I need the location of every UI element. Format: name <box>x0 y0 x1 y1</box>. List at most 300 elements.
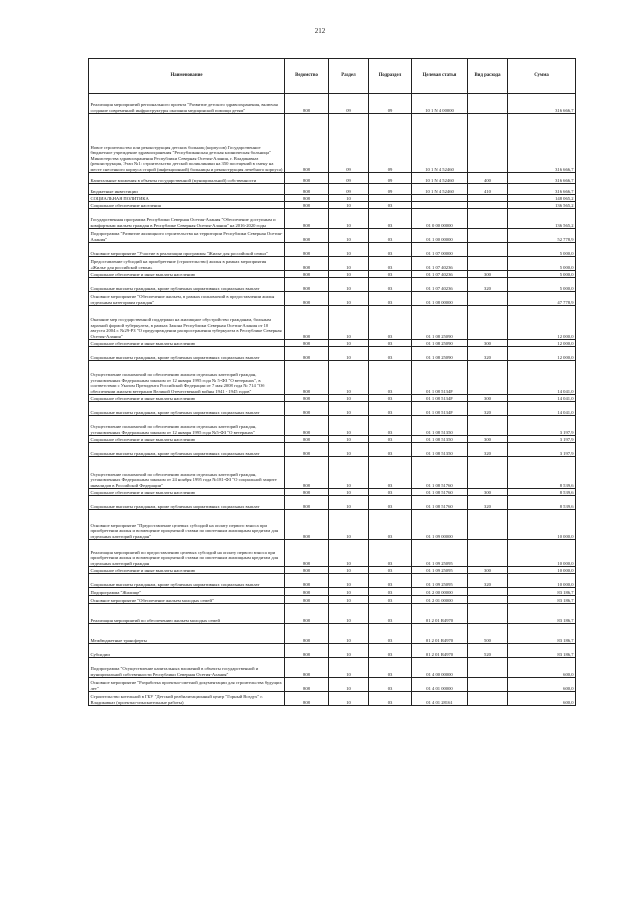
cell-podr: 03 <box>369 678 412 692</box>
cell-vid <box>468 243 508 257</box>
cell-name: Социальное обеспечение и иные выплаты населению <box>89 395 285 402</box>
cell-vid <box>468 209 508 229</box>
cell-sum: 83 186,7 <box>508 596 576 604</box>
table-row <box>89 195 576 202</box>
cell-podr: 03 <box>369 361 412 395</box>
cell-vid: 300 <box>468 436 508 443</box>
cell-vid <box>468 678 508 692</box>
cell-vid <box>468 596 508 604</box>
cell-vid: 320 <box>468 402 508 416</box>
cell-sum: 47 778,9 <box>508 292 576 306</box>
table-row <box>89 271 576 278</box>
table-row <box>89 678 576 692</box>
table-row <box>89 209 576 229</box>
table-row <box>89 496 576 510</box>
cell-ved: 808 <box>285 173 329 184</box>
cell-sum: 148 065,2 <box>508 195 576 202</box>
cell-vid <box>468 658 508 678</box>
cell-name: Капитальные вложения в объекты государственной (муниципальной) собственности <box>89 173 285 184</box>
table-row <box>89 489 576 496</box>
cell-name: Реализация мероприятий по обеспечению жильем молодых семей <box>89 604 285 624</box>
table-row <box>89 94 576 114</box>
cell-sum: 10 000,0 <box>508 567 576 574</box>
cell-vid: 300 <box>468 271 508 278</box>
cell-name: Строительство котельной в ГБУ "Детский реабилитационный центр "Горный Воздух" г. Владикавказ (проектно-изыскательные работы) <box>89 692 285 706</box>
cell-vid <box>468 306 508 340</box>
cell-cel: 10 1 N 4 52460 <box>412 173 468 184</box>
cell-name: Подпрограмма "Осуществление капитальных вложений в объекты государственной и муниципальной собственности Республики Северная Осетия-Алания" <box>89 658 285 678</box>
cell-razd: 10 <box>329 443 369 457</box>
cell-vid <box>468 292 508 306</box>
cell-cel: 01 1 09 25095 <box>412 540 468 567</box>
table-header-row <box>89 59 576 94</box>
header-department: Ведомство <box>285 59 329 94</box>
cell-ved: 808 <box>285 457 329 489</box>
cell-name: Социальные выплаты гражданам, кроме публичных нормативных социальных выплат <box>89 402 285 416</box>
cell-razd: 10 <box>329 644 369 658</box>
cell-sum: 83 186,7 <box>508 588 576 596</box>
cell-ved: 808 <box>285 658 329 678</box>
cell-razd: 10 <box>329 271 369 278</box>
header-name: Наименование <box>89 59 285 94</box>
cell-cel: 01 1 08 00000 <box>412 292 468 306</box>
cell-name: Социальное обеспечение населения <box>89 202 285 209</box>
cell-sum: 136 565,2 <box>508 209 576 229</box>
cell-name: Межбюджетные трансферты <box>89 624 285 644</box>
cell-razd: 10 <box>329 278 369 292</box>
table-row <box>89 540 576 567</box>
cell-sum: 83 186,7 <box>508 624 576 644</box>
cell-ved: 808 <box>285 574 329 588</box>
cell-podr: 03 <box>369 347 412 361</box>
cell-razd: 10 <box>329 209 369 229</box>
cell-vid: 520 <box>468 644 508 658</box>
cell-vid: 320 <box>468 443 508 457</box>
cell-name: Подпрограмма "Развитие жилищного строительства на территории Республики Северная Осетия-Алания" <box>89 229 285 243</box>
cell-podr: 03 <box>369 644 412 658</box>
cell-ved: 808 <box>285 624 329 644</box>
cell-sum: 5 000,0 <box>508 243 576 257</box>
cell-cel: 01 1 07 40236 <box>412 278 468 292</box>
cell-ved: 808 <box>285 395 329 402</box>
cell-cel: 01 1 09 00000 <box>412 510 468 540</box>
cell-razd: 10 <box>329 489 369 496</box>
cell-razd: 10 <box>329 496 369 510</box>
cell-podr: 03 <box>369 510 412 540</box>
cell-cel: 01 1 08 5134F <box>412 402 468 416</box>
cell-sum: 316 666,7 <box>508 114 576 173</box>
cell-sum: 14 041,0 <box>508 402 576 416</box>
header-subsection: Подраздел <box>369 59 412 94</box>
cell-ved: 808 <box>285 195 329 202</box>
table-row <box>89 257 576 271</box>
cell-podr: 03 <box>369 229 412 243</box>
cell-vid: 300 <box>468 489 508 496</box>
cell-razd: 10 <box>329 588 369 596</box>
cell-vid <box>468 195 508 202</box>
cell-vid <box>468 510 508 540</box>
cell-razd: 10 <box>329 624 369 644</box>
cell-ved: 808 <box>285 209 329 229</box>
cell-cel: 01 1 08 51350 <box>412 436 468 443</box>
cell-ved: 808 <box>285 229 329 243</box>
cell-ved: 808 <box>285 340 329 347</box>
cell-ved: 808 <box>285 510 329 540</box>
cell-sum: 600,0 <box>508 658 576 678</box>
cell-cel: 01 1 00 00000 <box>412 229 468 243</box>
cell-name: Основное мероприятие "Обеспечение жильем молодых семей" <box>89 596 285 604</box>
cell-vid <box>468 229 508 243</box>
cell-razd: 10 <box>329 292 369 306</box>
cell-vid <box>468 361 508 395</box>
table-row <box>89 596 576 604</box>
table-row <box>89 604 576 624</box>
cell-sum: 316 666,7 <box>508 173 576 184</box>
cell-razd: 10 <box>329 416 369 436</box>
cell-podr: 03 <box>369 209 412 229</box>
cell-sum: 3 197,9 <box>508 443 576 457</box>
cell-podr: 09 <box>369 114 412 173</box>
cell-vid: 320 <box>468 496 508 510</box>
cell-name: Социальные выплаты гражданам, кроме публичных нормативных социальных выплат <box>89 443 285 457</box>
cell-name: Социальное обеспечение и иные выплаты населению <box>89 489 285 496</box>
cell-podr: 03 <box>369 306 412 340</box>
cell-cel: 01 1 09 25095 <box>412 574 468 588</box>
cell-podr: 03 <box>369 402 412 416</box>
cell-vid: 320 <box>468 347 508 361</box>
cell-ved: 808 <box>285 692 329 706</box>
header-section: Раздел <box>329 59 369 94</box>
cell-razd: 10 <box>329 361 369 395</box>
cell-sum: 600,0 <box>508 692 576 706</box>
table-row <box>89 416 576 436</box>
cell-ved: 808 <box>285 416 329 436</box>
cell-razd: 10 <box>329 257 369 271</box>
cell-podr: 03 <box>369 416 412 436</box>
cell-ved: 808 <box>285 596 329 604</box>
cell-razd: 10 <box>329 436 369 443</box>
cell-vid: 320 <box>468 278 508 292</box>
cell-razd: 10 <box>329 574 369 588</box>
table-row <box>89 114 576 173</box>
cell-sum: 5 000,0 <box>508 271 576 278</box>
cell-name: Социальное обеспечение и иные выплаты населению <box>89 567 285 574</box>
cell-ved: 808 <box>285 114 329 173</box>
cell-ved: 808 <box>285 257 329 271</box>
cell-cel: 01 2 01 R4970 <box>412 624 468 644</box>
cell-podr: 03 <box>369 278 412 292</box>
cell-ved: 808 <box>285 202 329 209</box>
cell-razd: 10 <box>329 567 369 574</box>
cell-sum: 14 041,0 <box>508 361 576 395</box>
cell-podr: 03 <box>369 292 412 306</box>
cell-vid <box>468 416 508 436</box>
cell-vid: 300 <box>468 395 508 402</box>
table-row <box>89 229 576 243</box>
cell-sum: 12 000,0 <box>508 340 576 347</box>
cell-name: Основное мероприятие "Разработка проектно-сметной документации для строительства будущих лет" <box>89 678 285 692</box>
cell-razd: 10 <box>329 658 369 678</box>
cell-sum: 136 565,2 <box>508 202 576 209</box>
cell-vid <box>468 540 508 567</box>
cell-cel: 01 4 00 00000 <box>412 658 468 678</box>
cell-razd: 10 <box>329 195 369 202</box>
table-row <box>89 202 576 209</box>
cell-podr: 03 <box>369 604 412 624</box>
cell-name: Новое строительство или реконструкция детских больниц (корпусов) Государственное бюджетное учреждение здравоохранения "Республиканская детская клиническая больница" Министерства здравоохранения Республики Северная Осетия-Алания, г. Владикавказ (реконструкция, Этап №1: строительство детской поликлиники на 350 посещений в смену на месте снесенного корпуса старой (инфекционной) больницы и реконструкция лечебного корпуса) <box>89 114 285 173</box>
table-row <box>89 692 576 706</box>
cell-sum: 3 197,9 <box>508 436 576 443</box>
cell-podr <box>369 195 412 202</box>
page-number: 212 <box>314 27 326 35</box>
cell-ved: 808 <box>285 306 329 340</box>
cell-podr: 03 <box>369 202 412 209</box>
cell-name: Подпрограмма "Жилище" <box>89 588 285 596</box>
cell-razd: 10 <box>329 395 369 402</box>
cell-ved: 808 <box>285 588 329 596</box>
cell-name: Осуществление полномочий по обеспечению жильем отдельных категорий граждан, установленных Федеральным законом от 12 января 1995 года № 5-ФЗ "О ветеранах", в соответствии с Указом Президента Российской Федерации от 7 мая 2008 года № 714 "Об обеспечении жильем ветеранов Великой Отечественной войны 1941 - 1945 годов" <box>89 361 285 395</box>
cell-podr: 03 <box>369 658 412 678</box>
cell-vid <box>468 604 508 624</box>
cell-vid: 320 <box>468 574 508 588</box>
cell-razd: 10 <box>329 202 369 209</box>
cell-podr: 09 <box>369 173 412 184</box>
cell-podr: 03 <box>369 257 412 271</box>
cell-cel: 01 1 08 25090 <box>412 340 468 347</box>
table-row <box>89 658 576 678</box>
table-row <box>89 644 576 658</box>
header-expense-type: Вид расхода <box>468 59 508 94</box>
table-row <box>89 567 576 574</box>
cell-sum: 10 000,0 <box>508 574 576 588</box>
cell-ved: 808 <box>285 678 329 692</box>
cell-ved: 808 <box>285 271 329 278</box>
cell-cel <box>412 202 468 209</box>
cell-razd: 09 <box>329 173 369 184</box>
cell-cel <box>412 195 468 202</box>
cell-ved: 808 <box>285 540 329 567</box>
table-row <box>89 443 576 457</box>
table-row <box>89 173 576 184</box>
cell-razd: 10 <box>329 243 369 257</box>
cell-podr: 03 <box>369 588 412 596</box>
cell-name: Социальные выплаты гражданам, кроме публичных нормативных социальных выплат <box>89 278 285 292</box>
cell-podr: 03 <box>369 496 412 510</box>
table-row <box>89 243 576 257</box>
cell-sum: 10 000,0 <box>508 510 576 540</box>
cell-name: Основное мероприятие "Предоставление целевых субсидий на оплату первого взноса при приобретении жилья и возмещение процентной ставки по ипотечным жилищным кредитам для отдельных категорий граждан" <box>89 510 285 540</box>
cell-ved: 808 <box>285 443 329 457</box>
cell-cel: 01 1 07 40236 <box>412 257 468 271</box>
cell-cel: 10 1 N 4 52460 <box>412 114 468 173</box>
cell-name: Осуществление полномочий по обеспечению жильем отдельных категорий граждан, установленных Федеральным законом от 12 января 1995 года №5-ФЗ "О ветеранах" <box>89 416 285 436</box>
table-row <box>89 278 576 292</box>
cell-podr: 03 <box>369 271 412 278</box>
cell-podr: 03 <box>369 457 412 489</box>
cell-razd: 10 <box>329 604 369 624</box>
cell-sum: 316 666,7 <box>508 184 576 195</box>
cell-name: Реализация мероприятий по предоставлению целевых субсидий на оплату первого взноса при приобретении жилья и возмещение процентной ставки по ипотечным жилищным кредитам для отдельных категорий граждан <box>89 540 285 567</box>
cell-name: СОЦИАЛЬНАЯ ПОЛИТИКА <box>89 195 285 202</box>
cell-sum: 52 778,9 <box>508 229 576 243</box>
cell-sum: 83 186,7 <box>508 604 576 624</box>
cell-cel: 01 1 08 5134F <box>412 395 468 402</box>
cell-vid <box>468 94 508 114</box>
header-amount: Сумма <box>508 59 576 94</box>
cell-ved: 808 <box>285 489 329 496</box>
cell-razd: 10 <box>329 402 369 416</box>
cell-cel: 01 1 08 51760 <box>412 457 468 489</box>
cell-ved: 808 <box>285 278 329 292</box>
cell-podr: 03 <box>369 436 412 443</box>
cell-podr: 09 <box>369 184 412 195</box>
table-row <box>89 306 576 340</box>
cell-vid <box>468 692 508 706</box>
cell-ved: 808 <box>285 184 329 195</box>
cell-cel: 01 1 09 25095 <box>412 567 468 574</box>
cell-vid <box>468 114 508 173</box>
cell-sum: 12 000,0 <box>508 347 576 361</box>
cell-name: Субсидии <box>89 644 285 658</box>
cell-podr: 03 <box>369 567 412 574</box>
cell-ved: 808 <box>285 604 329 624</box>
header-target-item: Целевая статья <box>412 59 468 94</box>
cell-cel: 01 1 08 51350 <box>412 416 468 436</box>
cell-name: Социальное обеспечение и иные выплаты населению <box>89 436 285 443</box>
cell-ved: 808 <box>285 567 329 574</box>
table-row <box>89 361 576 395</box>
cell-cel: 01 0 00 00000 <box>412 209 468 229</box>
cell-name: Социальные выплаты гражданам, кроме публичных нормативных социальных выплат <box>89 574 285 588</box>
cell-cel: 01 1 08 5134F <box>412 361 468 395</box>
cell-razd: 10 <box>329 510 369 540</box>
table-row <box>89 457 576 489</box>
cell-podr: 03 <box>369 443 412 457</box>
cell-name: Социальные выплаты гражданам, кроме публичных нормативных социальных выплат <box>89 347 285 361</box>
cell-cel: 01 1 08 25090 <box>412 306 468 340</box>
cell-podr: 03 <box>369 540 412 567</box>
cell-name: Реализация мероприятий регионального проекта "Развитие детского здравоохранения, включая создание современной инфраструктуры оказания медицинской помощи детям" <box>89 94 285 114</box>
cell-cel: 01 4 01 00000 <box>412 678 468 692</box>
cell-razd: 10 <box>329 540 369 567</box>
cell-ved: 808 <box>285 292 329 306</box>
cell-vid: 400 <box>468 173 508 184</box>
cell-ved: 808 <box>285 361 329 395</box>
cell-name: Основное мероприятие "Обеспечение жильем, в рамках полномочий в предоставлении жилья отдельным категориям граждан" <box>89 292 285 306</box>
table-row <box>89 588 576 596</box>
cell-cel: 10 1 N 4 52460 <box>412 184 468 195</box>
cell-vid: 500 <box>468 624 508 644</box>
cell-podr: 03 <box>369 489 412 496</box>
cell-sum: 83 186,7 <box>508 644 576 658</box>
cell-razd: 09 <box>329 184 369 195</box>
table-row <box>89 292 576 306</box>
cell-ved: 808 <box>285 436 329 443</box>
cell-vid <box>468 457 508 489</box>
cell-sum: 5 000,0 <box>508 278 576 292</box>
cell-sum: 12 000,0 <box>508 306 576 340</box>
cell-ved: 808 <box>285 243 329 257</box>
cell-cel: 01 1 08 51350 <box>412 443 468 457</box>
cell-name: Бюджетные инвестиции <box>89 184 285 195</box>
cell-cel: 01 2 01 00000 <box>412 596 468 604</box>
table-row <box>89 402 576 416</box>
cell-razd: 10 <box>329 229 369 243</box>
cell-cel: 01 2 01 R4970 <box>412 644 468 658</box>
cell-cel: 01 1 08 25090 <box>412 347 468 361</box>
cell-ved: 808 <box>285 496 329 510</box>
cell-cel: 01 1 08 51760 <box>412 489 468 496</box>
cell-sum: 3 197,9 <box>508 416 576 436</box>
cell-sum: 600,0 <box>508 678 576 692</box>
cell-sum: 8 539,6 <box>508 489 576 496</box>
cell-name: Предоставление субсидий на приобретение (строительство) жилья в рамках мероприятия «Жилье для российской семьи» <box>89 257 285 271</box>
cell-cel: 10 1 N 4 00000 <box>412 94 468 114</box>
table-row <box>89 395 576 402</box>
cell-podr: 03 <box>369 624 412 644</box>
cell-name: Социальное обеспечение и иные выплаты населению <box>89 271 285 278</box>
cell-razd: 10 <box>329 678 369 692</box>
cell-name: Социальные выплаты гражданам, кроме публичных нормативных социальных выплат <box>89 496 285 510</box>
cell-podr: 03 <box>369 395 412 402</box>
cell-podr: 03 <box>369 574 412 588</box>
cell-vid: 300 <box>468 567 508 574</box>
cell-razd: 09 <box>329 94 369 114</box>
cell-razd: 10 <box>329 457 369 489</box>
cell-name: Основное мероприятие "Участие в реализации программы "Жилье для российской семьи" <box>89 243 285 257</box>
cell-ved: 808 <box>285 94 329 114</box>
table-row <box>89 436 576 443</box>
budget-table <box>88 58 576 706</box>
cell-name: Оказание мер государственной поддержки на жилищное обустройство гражданам, больным заразной формой туберкулеза, в рамках Закона Республики Северная Осетия-Алания от 10 августа 2004 г. №29-РЗ "О предупреждении распространения туберкулеза в Республике Северная Осетия-Алания" <box>89 306 285 340</box>
cell-cel: 01 2 01 R4970 <box>412 604 468 624</box>
cell-razd: 10 <box>329 306 369 340</box>
cell-podr: 03 <box>369 692 412 706</box>
cell-sum: 8 539,6 <box>508 457 576 489</box>
cell-razd: 10 <box>329 692 369 706</box>
cell-sum: 5 000,0 <box>508 257 576 271</box>
table-row <box>89 510 576 540</box>
cell-cel: 01 1 08 51760 <box>412 496 468 510</box>
cell-sum: 8 539,6 <box>508 496 576 510</box>
cell-ved: 808 <box>285 347 329 361</box>
cell-podr: 03 <box>369 596 412 604</box>
cell-razd: 10 <box>329 596 369 604</box>
cell-name: Социальное обеспечение и иные выплаты населению <box>89 340 285 347</box>
table-row <box>89 574 576 588</box>
cell-razd: 10 <box>329 340 369 347</box>
cell-podr: 03 <box>369 243 412 257</box>
cell-razd: 09 <box>329 114 369 173</box>
table-row <box>89 624 576 644</box>
cell-name: Осуществление полномочий по обеспечению жильем отдельных категорий граждан, установленных Федеральным законом от 24 ноября 1995 года №181-ФЗ "О социальной защите инвалидов в Российской Федерации" <box>89 457 285 489</box>
cell-vid: 410 <box>468 184 508 195</box>
table-row <box>89 184 576 195</box>
cell-cel: 01 4 01 28161 <box>412 692 468 706</box>
cell-podr: 09 <box>369 94 412 114</box>
cell-sum: 14 041,0 <box>508 395 576 402</box>
table-row <box>89 347 576 361</box>
cell-sum: 10 000,0 <box>508 540 576 567</box>
cell-ved: 808 <box>285 644 329 658</box>
cell-vid <box>468 257 508 271</box>
cell-sum: 316 666,7 <box>508 94 576 114</box>
cell-vid <box>468 588 508 596</box>
cell-name: Государственная программа Республики Северная Осетия-Алания "Обеспечение доступным и комфортным жильем граждан в Республике Северная Осетия-Алания" на 2016-2020 годы <box>89 209 285 229</box>
cell-podr: 03 <box>369 340 412 347</box>
cell-cel: 01 2 00 00000 <box>412 588 468 596</box>
cell-vid <box>468 202 508 209</box>
